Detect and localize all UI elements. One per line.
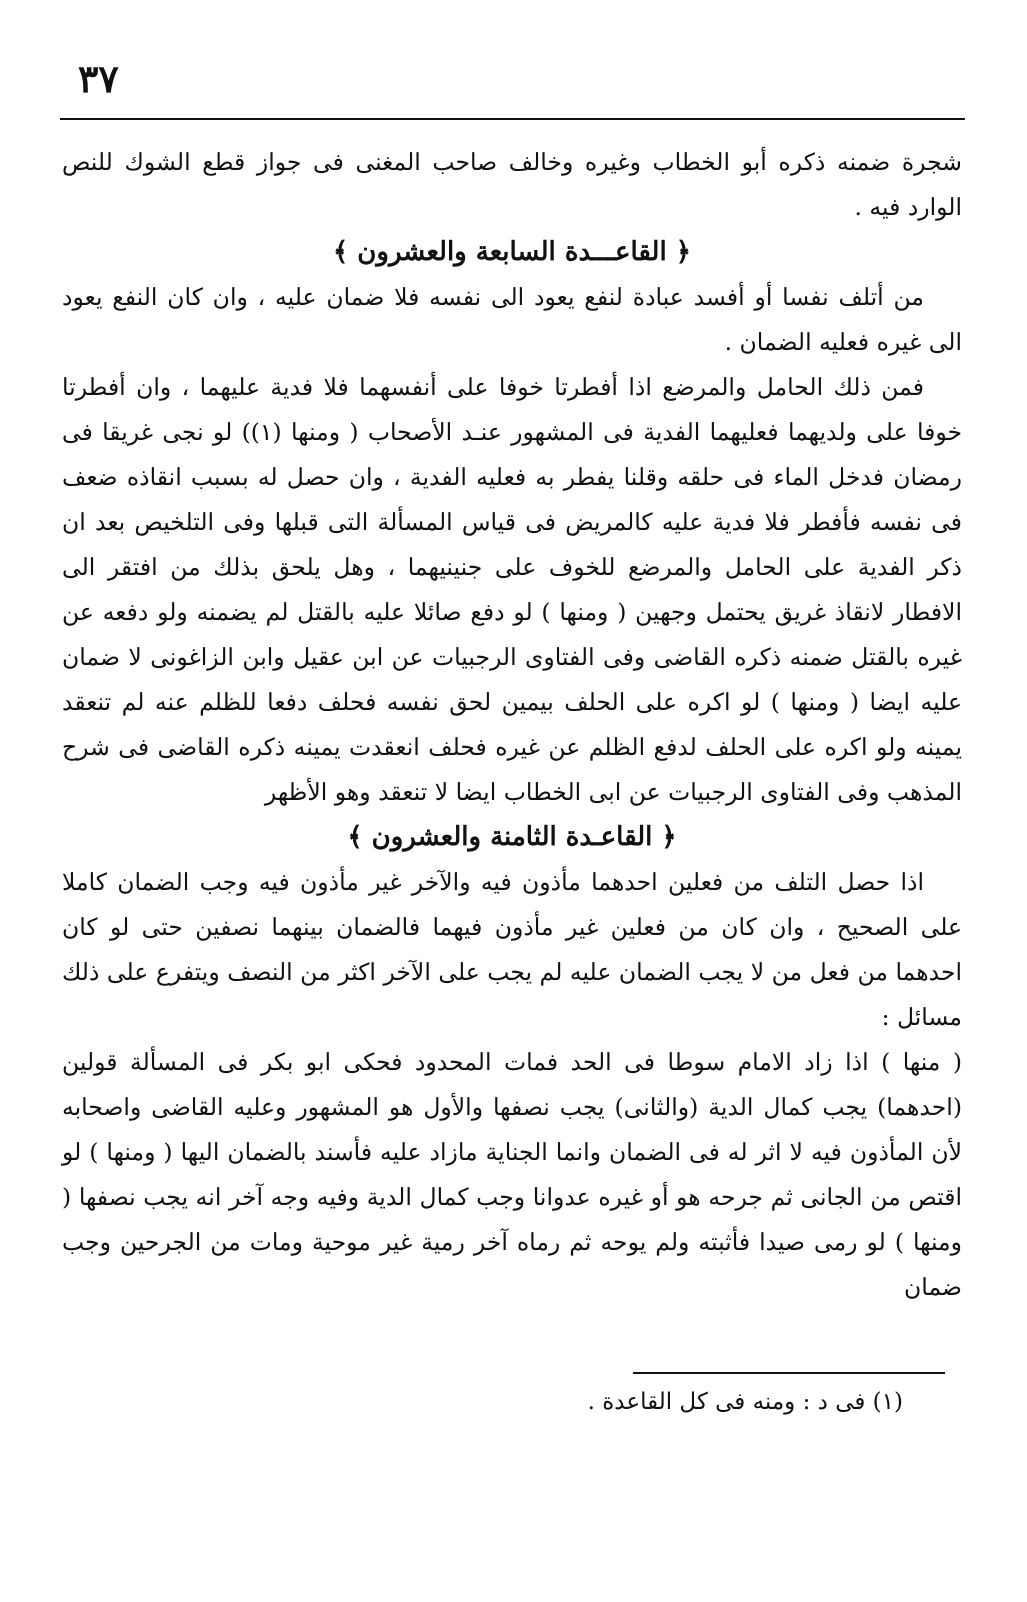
header-rule	[60, 118, 965, 120]
footnote: (١) فى د : ومنه فى كل القاعدة .	[587, 1389, 903, 1415]
paragraph-rule-27-examples: فمن ذلك الحامل والمرضع اذا أفطرتا خوفا على أنفسهما فلا فدية عليهما ، وان أفطرتا خوفا على ولديهما فعليهما الفدية فى المشهور عنـد الأصحاب ( ومنها (١)) لو نجى غريقا فى رمضان فدخل الماء فى حلقه وقلنا يفطر به فعليه الفدية ، وان حصل له بسبب انقاذه ضعف فى نفسه فأفطر فلا فدية عليه كالمريض فى قياس المسألة التى قبلها وفى التلخيص بعد ان ذكر الفدية على الحامل والمرضع للخوف على جنينيهما ، وهل يلحق بذلك من افتقر الى الافطار لانقاذ غريق يحتمل وجهين ( ومنها ) لو دفع صائلا عليه بالقتل لم يضمنه ولو دفعه عن غيره بالقتل ضمنه ذكره القاضى وفى الفتاوى الرجبيات عن ابن عقيل وابن الزاغونى لا ضمان عليه ايضا ( ومنها ) لو اكره على الحلف بيمين لحق نفسه فحلف دفعا للظلم عنه لم تنعقد يمينه ولو اكره على الحلف لدفع الظلم عن غيره فحلف انعقدت يمينه ذكره القاضى فى شرح المذهب وفى الفتاوى الرجبيات عن ابى الخطاب ايضا لا تنعقد وهو الأظهر	[62, 373, 962, 806]
paragraph-rule-28-examples: ( منها ) اذا زاد الامام سوطا فى الحد فمات المحدود فحكى ابو بكر فى المسألة قولين (احدهما) يجب كمال الدية (والثانى) يجب نصفها والأول هو المشهور وعليه القاضى واصحابه لأن المأذون فيه لا اثر له فى الضمان وانما الجناية مازاد عليه فأسند بالضمان اليها ( ومنها ) لو اقتص من الجانى ثم جرحه هو أو غيره عدوانا وجب كمال الدية وفيه وجه آخر انه يجب نصفها ( ومنها ) لو رمى صيدا فأثبته ولم يوحه ثم رماه آخر رمية غير موحية ومات من الجرحين وجب ضمان	[62, 1048, 962, 1301]
section-heading-rule-27: ﴿ القاعـــدة السابعة والعشرون ﴾	[333, 237, 691, 267]
footnote-rule	[633, 1372, 945, 1374]
paragraph-rule-28-statement: اذا حصل التلف من فعلين احدهما مأذون فيه والآخر غير مأذون فيه وجب الضمان كاملا على الصحيح ، وان كان من فعلين غير مأذون فيهما فالضمان بينهما نصفين حتى لو كان احدهما من فعل من لا يجب الضمان عليه لم يجب على الآخر اكثر من النصف ويتفرع على ذلك مسائل :	[62, 868, 962, 1031]
page-number: ٣٧	[78, 56, 119, 101]
paragraph-rule-27-statement: من أتلف نفسا أو أفسد عبادة لنفع يعود الى نفسه فلا ضمان عليه ، وان كان النفع يعود الى غيره فعليه الضمان .	[62, 283, 962, 356]
section-heading-rule-28: ﴿ القاعـدة الثامنة والعشرون ﴾	[347, 822, 677, 852]
paragraph-continuation: شجرة ضمنه ذكره أبو الخطاب وغيره وخالف صاحب المغنى فى جواز قطع الشوك للنص الوارد فيه .	[62, 148, 962, 221]
main-text	[62, 140, 962, 1310]
